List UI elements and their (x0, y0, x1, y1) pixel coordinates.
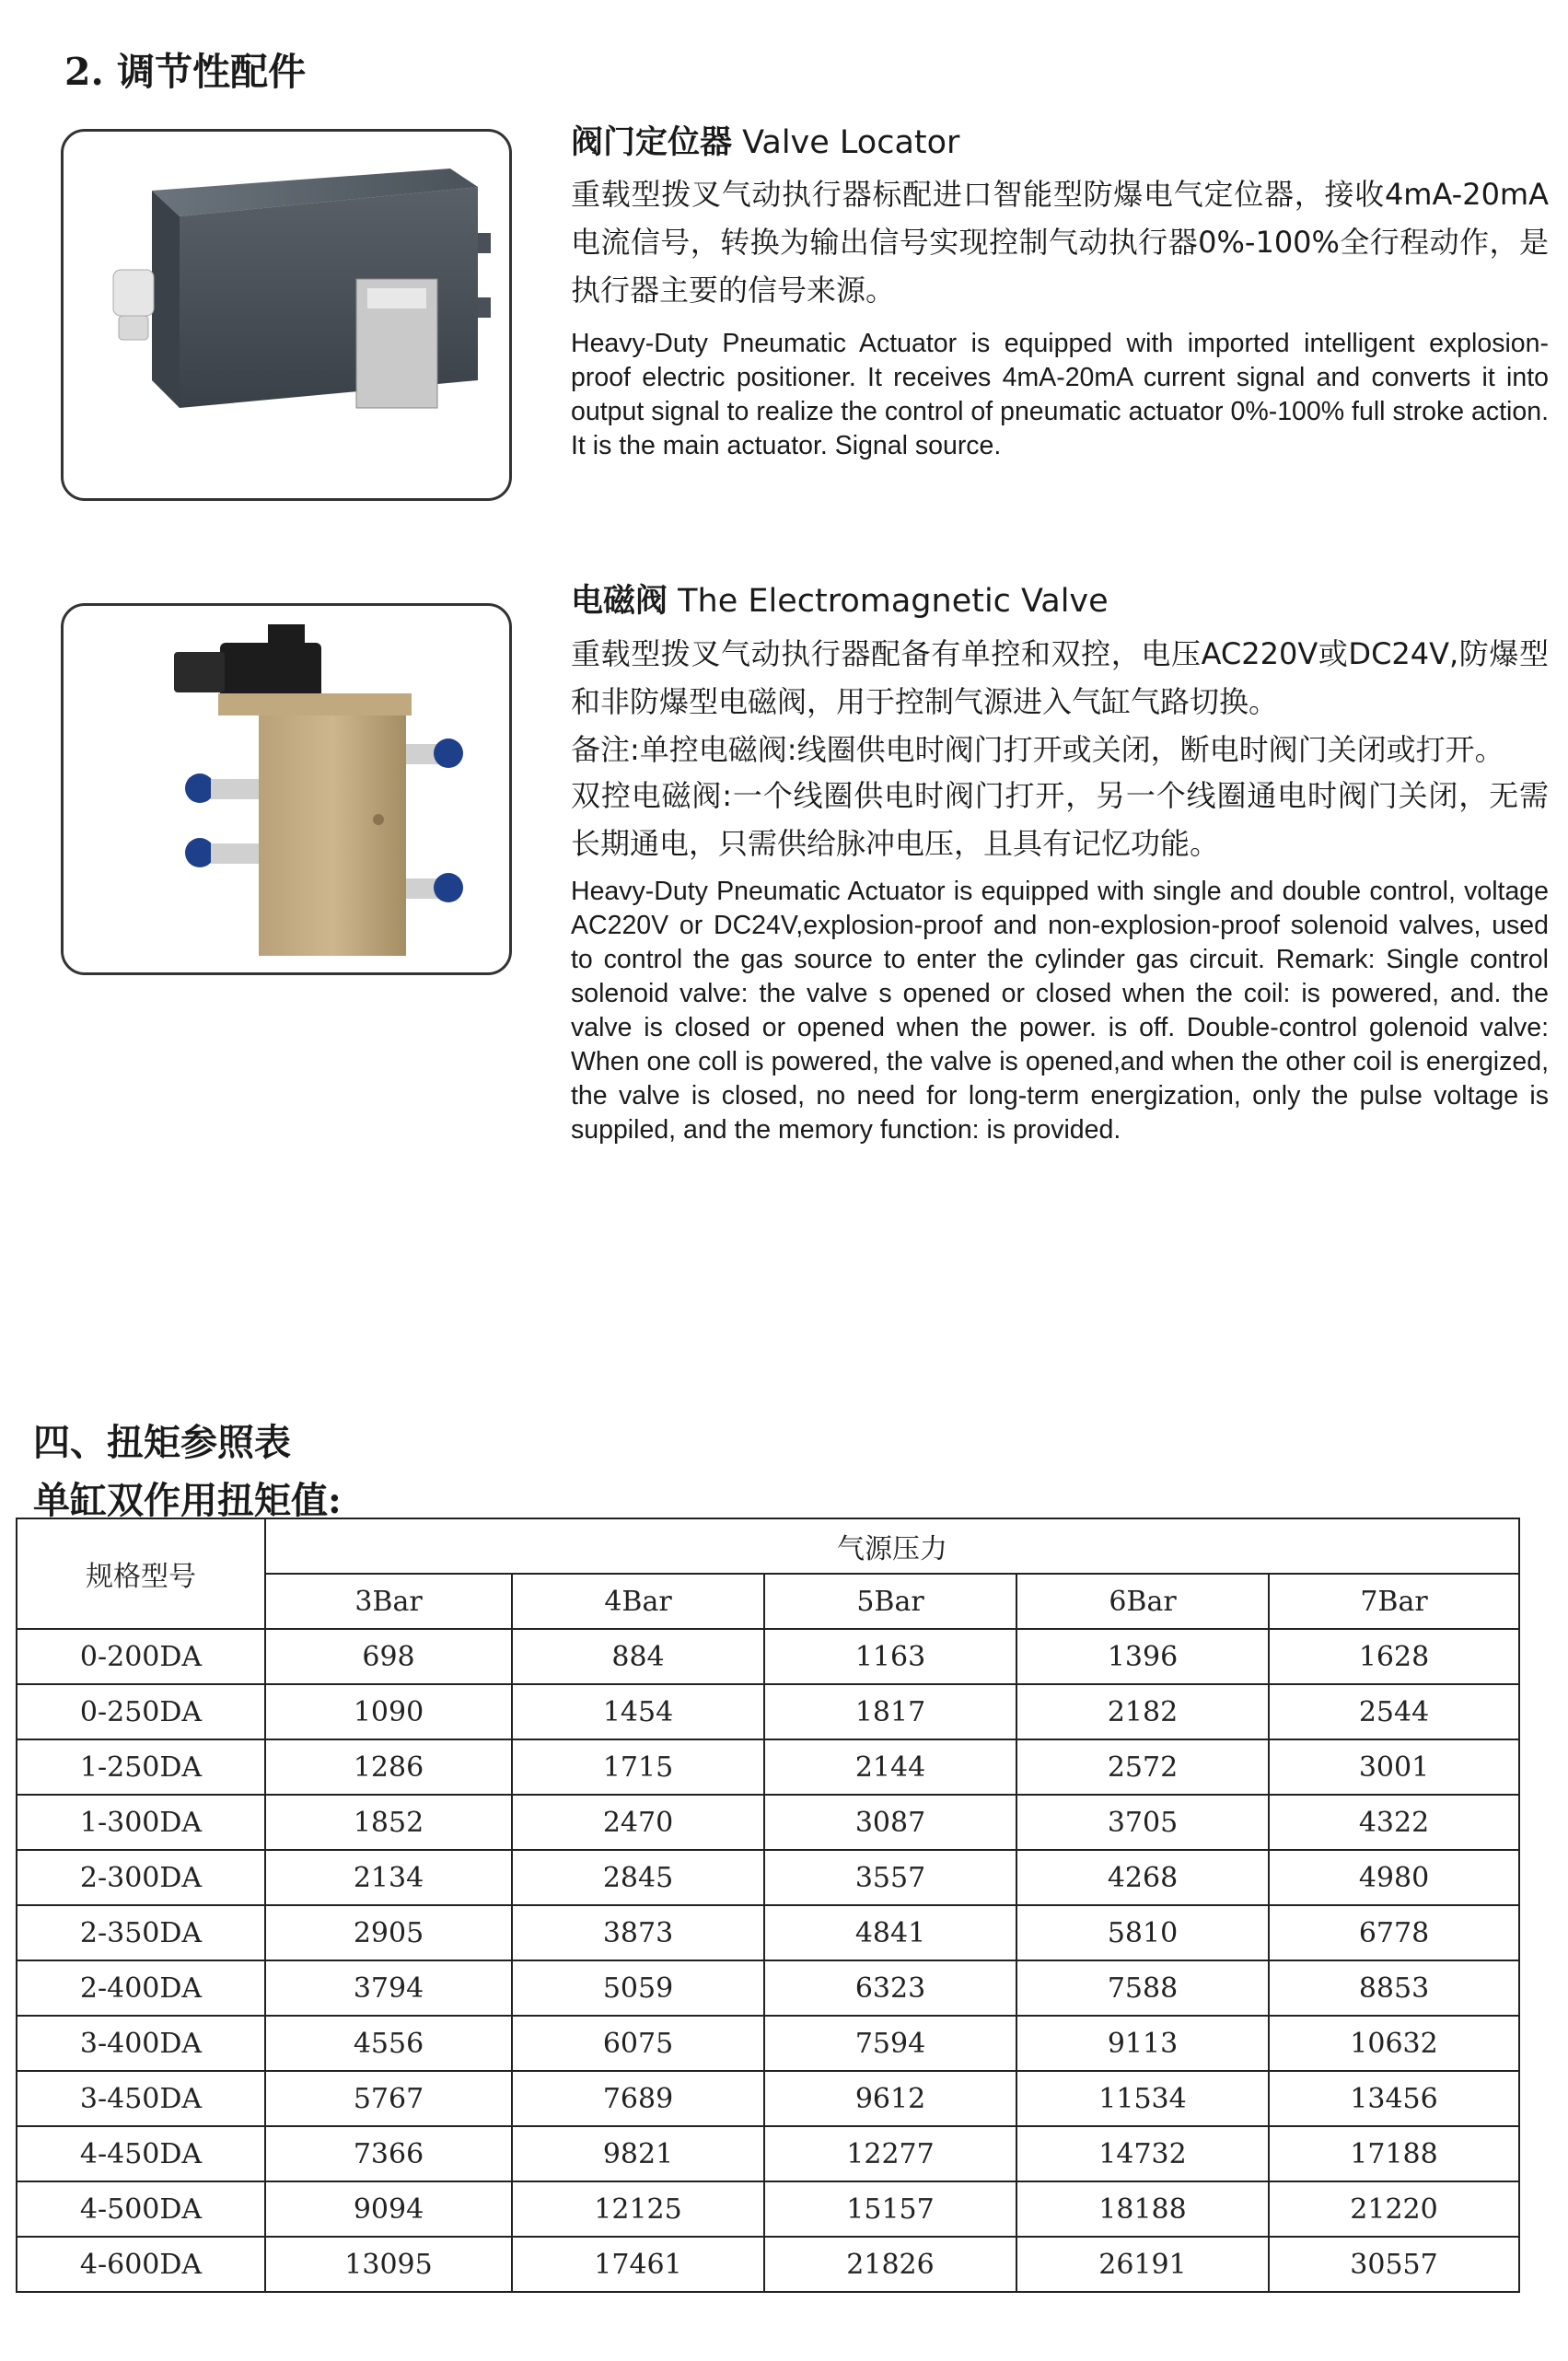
torque-cell: 1852 (265, 1795, 512, 1850)
header-pressure-6bar: 6Bar (1016, 1574, 1269, 1629)
solenoid-valve-title-en: The Electromagnetic Valve (678, 583, 1109, 620)
header-pressure-4bar: 4Bar (512, 1574, 764, 1629)
torque-cell: 9612 (764, 2071, 1016, 2126)
model-cell: 2-300DA (17, 1850, 265, 1905)
model-cell: 4-600DA (17, 2237, 265, 2292)
solenoid-valve-image (61, 603, 512, 975)
torque-cell: 7366 (265, 2126, 512, 2181)
torque-cell: 4322 (1269, 1795, 1519, 1850)
torque-cell: 6323 (764, 1960, 1016, 2016)
torque-cell: 1090 (265, 1684, 512, 1739)
torque-cell: 2544 (1269, 1684, 1519, 1739)
torque-subheading: 单缸双作用扭矩值: (33, 1479, 342, 1522)
torque-cell: 2470 (512, 1795, 764, 1850)
torque-cell: 698 (265, 1629, 512, 1684)
solenoid-desc-cn-1: 重载型拨叉气动执行器配备有单控和双控，电压AC220V或DC24V,防爆型和非防爆型电磁阀，用于控制气源进入气缸气路切换。 (571, 636, 1549, 719)
solenoid-desc-en: Heavy-Duty Pneumatic Actuator is equipped with single and double control, voltage AC220V or DC24V,explosion-proof and non-explosion-proof solenoid valves, used to control the gas source to enter the cylinder gas circuit. Remark: Single control solenoid valve: the valve s opened or closed when the coil: is powered, and. the valve is closed or opened when the power. is off. Double-control golenoid valve: When one coll is powered, the valve is opened,and when the other coil is energized, the valve is closed, no need for long-term energization, only the pulse voltage is suppiled, and the memory function: is provided. (571, 877, 1549, 1145)
torque-cell: 2134 (265, 1850, 512, 1905)
torque-cell: 1715 (512, 1739, 764, 1795)
valve-locator-desc-en: Heavy-Duty Pneumatic Actuator is equipped with imported intelligent explosion-proof electric positioner. It receives 4mA-20mA current signal and converts it into output signal to realize the control of pneumatic actuator 0%-100% full stroke action. It is the main actuator. Signal source. (571, 329, 1549, 460)
solenoid-desc-cn-3: 双控电磁阀:一个线圈供电时阀门打开，另一个线圈通电时阀门关闭，无需长期通电，只需供给脉冲电压，且具有记忆功能。 (571, 778, 1549, 861)
valve-locator-image (61, 129, 512, 501)
torque-cell: 3557 (764, 1850, 1016, 1905)
model-cell: 2-400DA (17, 1960, 265, 2016)
table-row (17, 2237, 1519, 2292)
torque-cell: 884 (512, 1629, 764, 1684)
torque-cell: 10632 (1269, 2016, 1519, 2071)
torque-cell: 15157 (764, 2181, 1016, 2237)
solenoid-desc-cn-2: 备注:单控电磁阀:线圈供电时阀门打开或关闭，断电时阀门关闭或打开。 (571, 732, 1504, 767)
header-pressure-3bar: 3Bar (265, 1574, 512, 1629)
model-cell: 4-450DA (17, 2126, 265, 2181)
torque-cell: 1628 (1269, 1629, 1519, 1684)
torque-cell: 6778 (1269, 1905, 1519, 1960)
torque-cell: 4980 (1269, 1850, 1519, 1905)
table-row (17, 1629, 1519, 1684)
table-row (17, 1850, 1519, 1905)
torque-table (16, 1518, 1520, 2293)
table-row (17, 2016, 1519, 2071)
torque-cell: 3705 (1016, 1795, 1269, 1850)
torque-cell: 3873 (512, 1905, 764, 1960)
torque-cell: 9094 (265, 2181, 512, 2237)
section-heading: 2. 调节性配件 (64, 50, 307, 94)
torque-cell: 13456 (1269, 2071, 1519, 2126)
solenoid-valve-title (571, 576, 1109, 622)
torque-cell: 12125 (512, 2181, 764, 2237)
torque-cell: 8853 (1269, 1960, 1519, 2016)
torque-cell: 17188 (1269, 2126, 1519, 2181)
model-cell: 0-200DA (17, 1629, 265, 1684)
torque-cell: 30557 (1269, 2237, 1519, 2292)
torque-cell: 2144 (764, 1739, 1016, 1795)
torque-cell: 26191 (1016, 2237, 1269, 2292)
torque-cell: 21220 (1269, 2181, 1519, 2237)
table-row (17, 2181, 1519, 2237)
torque-cell: 2905 (265, 1905, 512, 1960)
torque-heading: 四、扭矩参照表 (33, 1421, 291, 1464)
model-cell: 3-400DA (17, 2016, 265, 2071)
header-model: 规格型号 (17, 1518, 265, 1629)
torque-cell: 21826 (764, 2237, 1016, 2292)
torque-cell: 6075 (512, 2016, 764, 2071)
torque-cell: 9113 (1016, 2016, 1269, 2071)
torque-cell: 13095 (265, 2237, 512, 2292)
torque-cell: 9821 (512, 2126, 764, 2181)
header-pressure-5bar: 5Bar (764, 1574, 1016, 1629)
torque-cell: 4268 (1016, 1850, 1269, 1905)
table-row (17, 2126, 1519, 2181)
torque-cell: 3794 (265, 1960, 512, 2016)
torque-cell: 17461 (512, 2237, 764, 2292)
table-row (17, 1795, 1519, 1850)
table-row (17, 1684, 1519, 1739)
torque-cell: 2182 (1016, 1684, 1269, 1739)
torque-cell: 7689 (512, 2071, 764, 2126)
torque-cell: 1286 (265, 1739, 512, 1795)
valve-locator-desc-cn: 重载型拨叉气动执行器标配进口智能型防爆电气定位器，接收4mA-20mA电流信号，转换为输出信号实现控制气动执行器0%-100%全行程动作，是执行器主要的信号来源。 (571, 177, 1549, 308)
torque-cell: 3087 (764, 1795, 1016, 1850)
torque-cell: 1396 (1016, 1629, 1269, 1684)
header-pressure: 气源压力 (265, 1518, 1519, 1574)
torque-cell: 4841 (764, 1905, 1016, 1960)
torque-cell: 1163 (764, 1629, 1016, 1684)
torque-cell: 5810 (1016, 1905, 1269, 1960)
valve-locator-title (571, 117, 959, 163)
solenoid-valve-title-cn: 电磁阀 (571, 583, 668, 620)
torque-cell: 18188 (1016, 2181, 1269, 2237)
model-cell: 2-350DA (17, 1905, 265, 1960)
model-cell: 1-250DA (17, 1739, 265, 1795)
table-row (17, 1905, 1519, 1960)
model-cell: 1-300DA (17, 1795, 265, 1850)
torque-cell: 7588 (1016, 1960, 1269, 2016)
torque-cell: 3001 (1269, 1739, 1519, 1795)
torque-cell: 2845 (512, 1850, 764, 1905)
torque-cell: 5767 (265, 2071, 512, 2126)
torque-cell: 4556 (265, 2016, 512, 2071)
table-row (17, 2071, 1519, 2126)
torque-cell: 2572 (1016, 1739, 1269, 1795)
model-cell: 3-450DA (17, 2071, 265, 2126)
torque-cell: 12277 (764, 2126, 1016, 2181)
header-pressure-7bar: 7Bar (1269, 1574, 1519, 1629)
model-cell: 4-500DA (17, 2181, 265, 2237)
valve-locator-title-en: Valve Locator (742, 124, 960, 161)
table-row (17, 1739, 1519, 1795)
torque-cell: 7594 (764, 2016, 1016, 2071)
valve-locator-title-cn: 阀门定位器 (571, 124, 733, 161)
torque-cell: 5059 (512, 1960, 764, 2016)
model-cell: 0-250DA (17, 1684, 265, 1739)
table-row (17, 1960, 1519, 2016)
torque-cell: 14732 (1016, 2126, 1269, 2181)
torque-cell: 1817 (764, 1684, 1016, 1739)
torque-cell: 11534 (1016, 2071, 1269, 2126)
torque-cell: 1454 (512, 1684, 764, 1739)
